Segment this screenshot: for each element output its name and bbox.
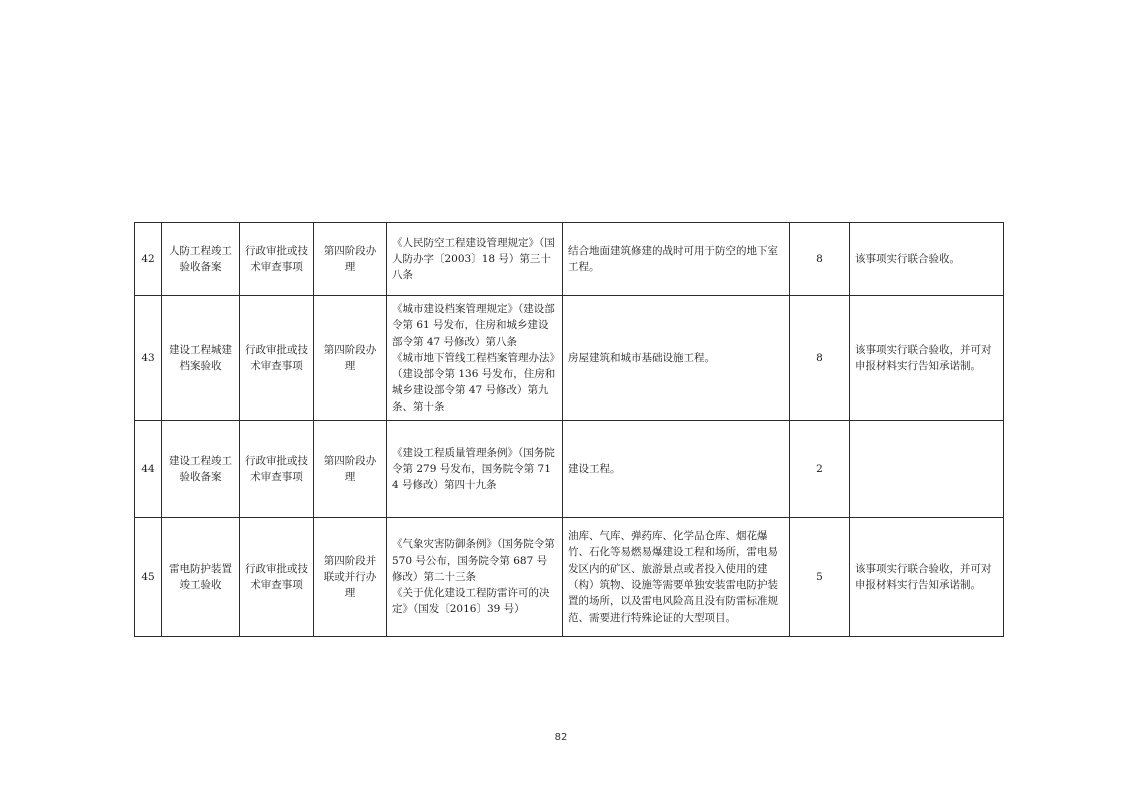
legal-basis-line: 《城市建设档案管理规定》（建设部令第 61 号发布，住房和城乡建设部令第 47 号修改）第八条: [392, 303, 555, 348]
time-limit-days: 5: [790, 518, 850, 637]
applicable-scope: 房屋建筑和城市基础设施工程。: [563, 296, 790, 421]
legal-basis-line: 《气象灾害防御条例》（国务院令第 570 号公布，国务院令第 687 号修改）第二十三条: [392, 538, 555, 583]
time-limit-days: 2: [790, 421, 850, 518]
item-type: 行政审批或技术审查事项: [240, 223, 314, 296]
row-number: 43: [135, 296, 162, 421]
row-number: 42: [135, 223, 162, 296]
applicable-scope: 油库、气库、弹药库、化学品仓库、烟花爆竹、石化等易燃易爆建设工程和场所，雷电易发区内的矿区、旅游景点或者投入使用的建（构）筑物、设施等需要单独安装雷电防护装置的场所，以及雷电风险高且没有防雷标准规范、需要进行特殊论证的大型项目。: [563, 518, 790, 637]
item-type: 行政审批或技术审查事项: [240, 296, 314, 421]
remarks: 该事项实行联合验收，并可对申报材料实行告知承诺制。: [850, 296, 1004, 421]
remarks: [850, 421, 1004, 518]
time-limit-days: 8: [790, 223, 850, 296]
row-number: 44: [135, 421, 162, 518]
item-name: 建设工程竣工验收备案: [162, 421, 240, 518]
legal-basis-line: 《城市地下管线工程档案管理办法》（建设部令第 136 号发布，住房和城乡建设部令第 47 号修改）第九条、第十条: [392, 351, 556, 413]
item-stage: 第四阶段办理: [314, 223, 387, 296]
time-limit-days: 8: [790, 296, 850, 421]
item-stage: 第四阶段并联或并行办理: [314, 518, 387, 637]
applicable-scope: 结合地面建筑修建的战时可用于防空的地下室工程。: [563, 223, 790, 296]
table-row: [135, 518, 1004, 637]
approval-items-table: [134, 222, 1004, 637]
table-row: [135, 296, 1004, 421]
legal-basis: [387, 421, 563, 518]
legal-basis-line: 《建设工程质量管理条例》（国务院令第 279 号发布，国务院令第 714 号修改）第四十九条: [392, 446, 555, 492]
remarks: 该事项实行联合验收。: [850, 223, 1004, 296]
item-name: 雷电防护装置竣工验收: [162, 518, 240, 637]
item-name: 建设工程城建档案验收: [162, 296, 240, 421]
item-type: 行政审批或技术审查事项: [240, 518, 314, 637]
row-number: 45: [135, 518, 162, 637]
page-number: 82: [554, 732, 568, 743]
table-row: [135, 223, 1004, 296]
legal-basis-line: 《关于优化建设工程防雷许可的决定》（国发〔2016〕39 号）: [392, 587, 550, 616]
table-row: [135, 421, 1004, 518]
item-stage: 第四阶段办理: [314, 296, 387, 421]
remarks: 该事项实行联合验收，并可对申报材料实行告知承诺制。: [850, 518, 1004, 637]
legal-basis-line: 《人民防空工程建设管理规定》（国人防办字〔2003〕18 号）第三十八条: [392, 236, 555, 282]
applicable-scope: 建设工程。: [563, 421, 790, 518]
item-type: 行政审批或技术审查事项: [240, 421, 314, 518]
item-name: 人防工程竣工验收备案: [162, 223, 240, 296]
item-stage: 第四阶段办理: [314, 421, 387, 518]
legal-basis: [387, 296, 563, 421]
legal-basis: [387, 518, 563, 637]
legal-basis: [387, 223, 563, 296]
